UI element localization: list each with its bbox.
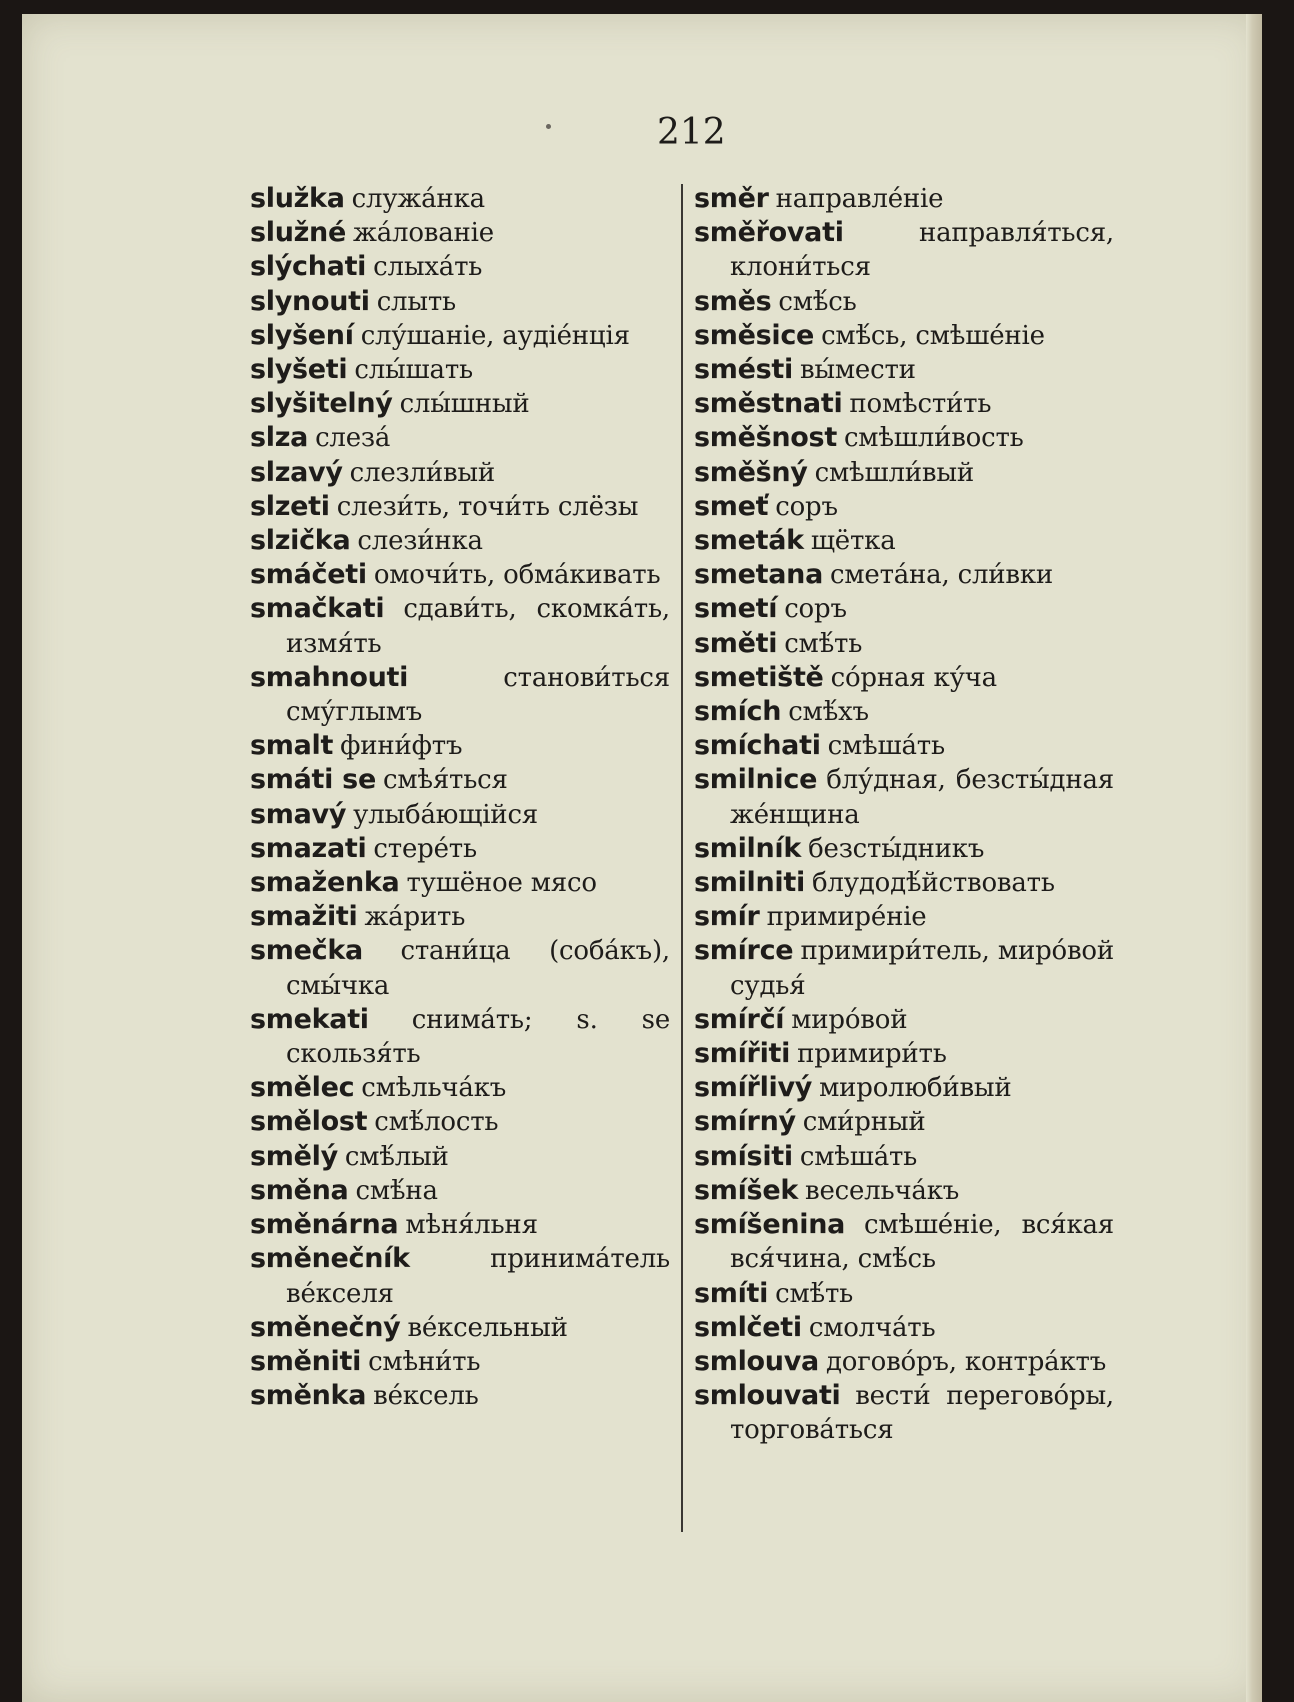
headword: směšnost xyxy=(694,422,837,454)
translation: смѣше́ніе, вся́кая вся́чина, смѣ́сь xyxy=(730,1210,1115,1275)
translation: направле́ніе xyxy=(775,184,944,214)
headword: smlouvati xyxy=(694,1380,841,1412)
translation: миролюби́вый xyxy=(819,1073,1012,1104)
dictionary-entry xyxy=(250,524,670,558)
dictionary-entry xyxy=(250,729,670,763)
dictionary-entry xyxy=(694,866,1114,900)
headword: smeták xyxy=(694,525,804,557)
headword: smaženka xyxy=(250,867,400,899)
translation: примири́ть xyxy=(797,1039,947,1070)
dictionary-entry xyxy=(694,934,1114,1002)
dictionary-entry xyxy=(694,1037,1114,1071)
dictionary-entry xyxy=(694,1379,1114,1447)
headword: smíšek xyxy=(694,1174,798,1206)
translation: догово́ръ, контра́ктъ xyxy=(825,1346,1107,1377)
translation: щётка xyxy=(810,526,896,557)
headword: smích xyxy=(694,696,782,728)
headword: smírný xyxy=(694,1106,796,1138)
translation: слези́нка xyxy=(357,526,483,557)
translation: слы́шать xyxy=(354,355,473,386)
dictionary-entry xyxy=(250,832,670,866)
dictionary-entry xyxy=(250,1003,670,1071)
dictionary-entry xyxy=(694,353,1114,387)
headword: směnečník xyxy=(250,1243,410,1275)
dictionary-entry xyxy=(250,1311,670,1345)
headword: smělý xyxy=(250,1140,338,1172)
headword: slyšení xyxy=(250,319,354,351)
headword: smésti xyxy=(694,354,793,386)
headword: slzička xyxy=(250,525,351,557)
translation: блудодѣ́йствовать xyxy=(811,868,1055,899)
translation: смѣльча́къ xyxy=(361,1073,507,1104)
headword: smačkati xyxy=(250,593,385,625)
translation: смѣ́лость xyxy=(374,1107,499,1138)
translation: смѣ́лый xyxy=(344,1141,449,1172)
headword: smírčí xyxy=(694,1003,785,1035)
headword: smáti se xyxy=(250,764,376,796)
dictionary-entry xyxy=(694,456,1114,490)
headword: smetana xyxy=(694,559,823,591)
headword: smáčeti xyxy=(250,559,367,591)
dictionary-entry xyxy=(694,1311,1114,1345)
headword: smísiti xyxy=(694,1140,793,1172)
translation: смѣя́ться xyxy=(382,765,508,796)
dictionary-entry xyxy=(694,490,1114,524)
dictionary-entry xyxy=(250,490,670,524)
dictionary-entry xyxy=(250,1174,670,1208)
translation: смолча́ть xyxy=(808,1312,936,1343)
translation: со́рная ку́ча xyxy=(830,662,997,693)
translation: смѣ́хъ xyxy=(788,697,869,728)
headword: služka xyxy=(250,183,345,214)
dictionary-entry xyxy=(250,1379,670,1413)
headword: smekati xyxy=(250,1003,369,1035)
headword: směnečný xyxy=(250,1311,401,1343)
translation: смѣшли́вый xyxy=(814,457,974,488)
dictionary-entry xyxy=(694,729,1114,763)
dictionary-entry xyxy=(694,524,1114,558)
headword: smilník xyxy=(694,832,802,864)
headword: smetí xyxy=(694,593,778,625)
translation: слезли́вый xyxy=(349,457,496,488)
translation: смѣ́ть xyxy=(784,628,863,659)
headword: smíšenina xyxy=(694,1209,846,1241)
headword: smažiti xyxy=(250,901,358,933)
headword: slyšeti xyxy=(250,354,348,386)
translation: сми́рный xyxy=(802,1107,926,1138)
dictionary-entry xyxy=(694,1277,1114,1311)
dictionary-entry xyxy=(250,285,670,319)
headword: smělec xyxy=(250,1072,355,1104)
translation: примире́ніе xyxy=(766,902,927,933)
dictionary-entry xyxy=(250,900,670,934)
headword: směnárna xyxy=(250,1209,399,1241)
translation: тушёное мясо xyxy=(406,868,597,899)
headword: smečka xyxy=(250,935,363,967)
dictionary-entry xyxy=(250,798,670,832)
translation: принима́тель ве́кселя xyxy=(286,1244,670,1309)
dictionary-entry xyxy=(694,387,1114,421)
dictionary-entry xyxy=(694,421,1114,455)
translation: смѣша́ть xyxy=(799,1141,918,1172)
translation: улыба́ющійся xyxy=(353,799,539,830)
right-column xyxy=(694,182,1114,1448)
headword: směs xyxy=(694,285,772,317)
headword: smilniti xyxy=(694,867,805,899)
headword: smíti xyxy=(694,1277,769,1309)
ink-dot xyxy=(546,124,551,129)
dictionary-entry xyxy=(694,627,1114,661)
translation: смѣша́ть xyxy=(827,731,945,762)
translation: мѣня́льня xyxy=(405,1210,538,1241)
translation: слы́шный xyxy=(399,389,530,420)
page-number: 212 xyxy=(657,112,726,153)
headword: slynouti xyxy=(250,285,370,317)
dictionary-entry xyxy=(694,1105,1114,1139)
dictionary-entry xyxy=(694,592,1114,626)
translation: стере́ть xyxy=(373,833,477,864)
dictionary-entry xyxy=(694,319,1114,353)
headword: slza xyxy=(250,422,309,454)
dictionary-entry xyxy=(250,182,670,216)
translation: смѣни́ть xyxy=(368,1346,481,1377)
translation: смѣшли́вость xyxy=(843,423,1024,454)
headword: směstnati xyxy=(694,388,843,420)
translation: омочи́ть, обма́кивать xyxy=(373,560,661,591)
translation: слу́шаніе, аудіе́нція xyxy=(360,320,630,351)
headword: směřovati xyxy=(694,217,844,249)
translation: миро́вой xyxy=(791,1004,908,1035)
headword: smeť xyxy=(694,490,769,522)
dictionary-entry xyxy=(694,695,1114,729)
dictionary-entry xyxy=(250,387,670,421)
headword: smělost xyxy=(250,1106,368,1138)
dictionary-entry xyxy=(250,558,670,592)
translation: весельча́къ xyxy=(805,1175,960,1206)
dictionary-entry xyxy=(250,319,670,353)
translation: смѣ́сь, смѣше́ніе xyxy=(821,320,1045,351)
headword: směniti xyxy=(250,1345,362,1377)
headword: smilnice xyxy=(694,764,818,796)
headword: směti xyxy=(694,627,778,659)
headword: smlouva xyxy=(694,1345,819,1377)
headword: směsice xyxy=(694,319,815,351)
translation: станови́ться сму́глымъ xyxy=(286,662,670,728)
dictionary-entry xyxy=(694,1071,1114,1105)
book-page xyxy=(22,14,1262,1702)
headword: smířiti xyxy=(694,1038,791,1070)
dictionary-entry xyxy=(250,250,670,284)
dictionary-entry xyxy=(250,1105,670,1139)
dictionary-entry xyxy=(694,832,1114,866)
dictionary-entry xyxy=(250,934,670,1002)
translation: жа́рить xyxy=(364,902,466,933)
translation: стани́ца (соба́къ), смы́чка xyxy=(286,936,670,1001)
translation: жа́лованіе xyxy=(353,218,494,249)
translation: фини́фтъ xyxy=(340,731,463,762)
translation: слыть xyxy=(376,286,456,317)
headword: slzeti xyxy=(250,490,330,522)
translation: смѣ́на xyxy=(355,1175,438,1206)
dictionary-entry xyxy=(694,763,1114,831)
column-divider xyxy=(681,184,683,1532)
dictionary-entry xyxy=(694,1345,1114,1379)
dictionary-entry xyxy=(694,1003,1114,1037)
dictionary-entry xyxy=(694,900,1114,934)
headword: smavý xyxy=(250,798,347,830)
translation: помѣсти́ть xyxy=(849,389,992,420)
dictionary-entry xyxy=(250,421,670,455)
dictionary-entry xyxy=(250,1242,670,1310)
dictionary-entry xyxy=(694,1208,1114,1276)
translation: снима́ть; s. se скользя́ть xyxy=(286,1004,671,1070)
dictionary-entry xyxy=(694,1174,1114,1208)
dictionary-entry xyxy=(694,661,1114,695)
dictionary-entry xyxy=(694,182,1114,216)
headword: smířlivý xyxy=(694,1072,813,1104)
dictionary-entry xyxy=(250,1208,670,1242)
translation: смѣ́ть xyxy=(775,1278,854,1309)
headword: smírce xyxy=(694,935,794,967)
dictionary-entry xyxy=(694,1140,1114,1174)
translation: соръ xyxy=(775,491,838,522)
dictionary-entry xyxy=(250,763,670,797)
dictionary-entry xyxy=(250,592,670,660)
translation: слези́ть, точи́ть слёзы xyxy=(336,491,639,522)
dictionary-entry xyxy=(250,353,670,387)
dictionary-entry xyxy=(250,866,670,900)
headword: smetiště xyxy=(694,661,824,693)
translation: вы́мести xyxy=(799,355,916,386)
headword: směr xyxy=(694,183,769,214)
dictionary-entry xyxy=(250,661,670,729)
translation: направля́ться, клони́ться xyxy=(730,218,1114,283)
dictionary-entry xyxy=(250,1071,670,1105)
translation: слеза́ xyxy=(315,423,391,454)
translation: ве́ксельный xyxy=(407,1312,568,1343)
headword: smír xyxy=(694,901,760,933)
translation: вести́ перегово́ры, торгова́ться xyxy=(730,1381,1114,1446)
translation: слыха́ть xyxy=(373,252,483,283)
translation: соръ xyxy=(784,594,847,625)
page-edge xyxy=(1246,14,1262,1702)
dictionary-entry xyxy=(694,216,1114,284)
headword: směnka xyxy=(250,1380,367,1412)
translation: блу́дная, безсты́дная же́нщина xyxy=(730,765,1114,830)
translation: смета́на, сли́вки xyxy=(830,560,1054,591)
translation: смѣ́сь xyxy=(778,286,857,317)
translation: безсты́дникъ xyxy=(808,833,985,864)
headword: směšný xyxy=(694,456,808,488)
headword: slýchati xyxy=(250,251,367,283)
left-column xyxy=(250,182,670,1413)
dictionary-entry xyxy=(694,285,1114,319)
headword: služné xyxy=(250,217,346,249)
headword: smalt xyxy=(250,730,334,762)
dictionary-entry xyxy=(250,216,670,250)
translation: служа́нка xyxy=(351,184,485,214)
translation: ве́ксель xyxy=(373,1381,479,1412)
dictionary-entry xyxy=(250,1140,670,1174)
translation: примири́тель, миро́вой судья́ xyxy=(730,936,1114,1001)
headword: smlčeti xyxy=(694,1311,802,1343)
translation: сдави́ть, скомка́ть, измя́ть xyxy=(286,594,670,659)
headword: slyšitelný xyxy=(250,388,393,420)
headword: smazati xyxy=(250,832,367,864)
dictionary-entry xyxy=(694,558,1114,592)
headword: smahnouti xyxy=(250,661,409,693)
headword: slzavý xyxy=(250,456,343,488)
headword: směna xyxy=(250,1174,349,1206)
dictionary-entry xyxy=(250,456,670,490)
dictionary-entry xyxy=(250,1345,670,1379)
headword: smíchati xyxy=(694,730,821,762)
